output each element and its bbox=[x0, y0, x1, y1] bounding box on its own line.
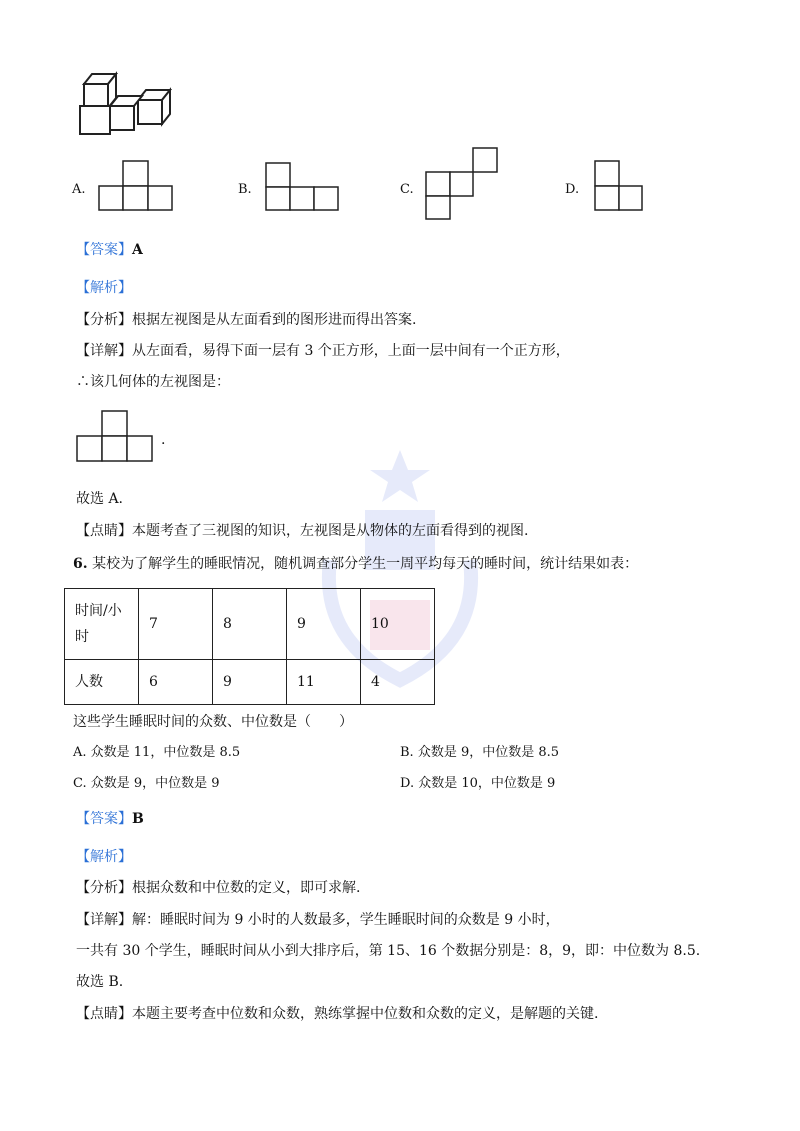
dianjing-tag: 【点睛】 bbox=[76, 1006, 132, 1022]
q5-option-c-label[interactable]: C. bbox=[400, 182, 414, 197]
fenxi-text: 根据左视图是从左面看到的图形进而得出答案. bbox=[132, 312, 417, 328]
q6-dianjing-line bbox=[76, 1005, 598, 1023]
answer-tag: 【答案】 bbox=[76, 242, 132, 258]
q5-fenxi-line bbox=[76, 311, 416, 329]
table-cell: 7 bbox=[139, 589, 213, 660]
table-cell: 10 bbox=[361, 589, 435, 660]
q6-answer-line bbox=[76, 810, 144, 828]
table-row bbox=[65, 660, 435, 705]
dianjing-text: 本题考查了三视图的知识，左视图是从物体的左面看得到的视图. bbox=[132, 523, 529, 539]
q6-option-a[interactable]: A. 众数是 11，中位数是 8.5 bbox=[73, 745, 241, 760]
fenxi-tag: 【分析】 bbox=[76, 312, 132, 328]
table-row-label: 人数 bbox=[65, 660, 139, 705]
dianjing-tag: 【点睛】 bbox=[76, 523, 132, 539]
q6-stem-line bbox=[73, 555, 638, 573]
table-cell: 9 bbox=[287, 589, 361, 660]
q5-dianjing-line bbox=[76, 522, 528, 540]
q5-xiangjie-line bbox=[76, 342, 570, 360]
xiangjie-text: 从左面看，易得下面一层有 3 个正方形，上面一层中间有一个正方形， bbox=[132, 343, 570, 359]
q6-question: 这些学生睡眠时间的众数、中位数是（ ） bbox=[73, 714, 353, 730]
q6-stem: 某校为了解学生的睡眠情况，随机调查部分学生一周平均每天的睡时间，统计结果如表： bbox=[92, 556, 639, 572]
q5-figure-period: . bbox=[161, 432, 166, 448]
table-cell: 4 bbox=[361, 660, 435, 705]
q5-option-a-label[interactable]: A. bbox=[72, 182, 86, 197]
q5-analysis-tag: 【解析】 bbox=[76, 280, 132, 296]
q6-option-c[interactable]: C. 众数是 9，中位数是 9 bbox=[73, 776, 220, 791]
q6-analysis-tag: 【解析】 bbox=[76, 849, 132, 865]
q5-choose-line: 故选 A. bbox=[76, 491, 124, 507]
table-cell: 9 bbox=[213, 660, 287, 705]
q6-detail-line2: 一共有 30 个学生，睡眠时间从小到大排序后，第 15、16 个数据分别是：8，9，即：中位数为 8.5. bbox=[76, 943, 701, 959]
table-header-label bbox=[65, 589, 139, 660]
q5-option-b-figure[interactable] bbox=[265, 162, 341, 212]
fenxi-text: 根据众数和中位数的定义，即可求解. bbox=[132, 880, 361, 896]
q5-option-c-figure[interactable] bbox=[425, 147, 499, 221]
q6-choose-line: 故选 B. bbox=[76, 974, 124, 990]
q5-option-d-label[interactable]: D. bbox=[565, 182, 580, 197]
q5-therefore-line: ∴该几何体的左视图是： bbox=[76, 374, 230, 390]
q6-xiangjie-line bbox=[76, 911, 560, 929]
table-cell: 11 bbox=[287, 660, 361, 705]
q6-option-b[interactable]: B. 众数是 9，中位数是 8.5 bbox=[400, 745, 560, 760]
q5-answer-line bbox=[76, 241, 143, 259]
q5-left-view-figure bbox=[76, 410, 156, 464]
answer-tag: 【答案】 bbox=[76, 811, 132, 827]
q5-option-a-figure[interactable] bbox=[98, 160, 174, 212]
table-header-label-line1: 时间/小 bbox=[75, 603, 122, 619]
sleep-time-table bbox=[64, 588, 435, 705]
xiangjie-tag: 【详解】 bbox=[76, 912, 132, 928]
q5-option-b-label[interactable]: B. bbox=[238, 182, 252, 197]
q5-option-d-figure[interactable] bbox=[594, 160, 644, 212]
table-header-label-line2: 时 bbox=[75, 629, 89, 645]
fenxi-tag: 【分析】 bbox=[76, 880, 132, 896]
q6-number: 6. bbox=[73, 556, 88, 572]
table-cell: 8 bbox=[213, 589, 287, 660]
q6-fenxi-line bbox=[76, 879, 360, 897]
answer-value: A bbox=[132, 242, 143, 258]
dianjing-text: 本题主要考查中位数和众数，熟练掌握中位数和众数的定义，是解题的关键. bbox=[132, 1006, 599, 1022]
table-row bbox=[65, 589, 435, 660]
answer-value: B bbox=[132, 811, 144, 827]
table-cell: 6 bbox=[139, 660, 213, 705]
q6-option-d[interactable]: D. 众数是 10，中位数是 9 bbox=[400, 776, 556, 791]
xiangjie-text: 解：睡眠时间为 9 小时的人数最多，学生睡眠时间的众数是 9 小时， bbox=[132, 912, 560, 928]
xiangjie-tag: 【详解】 bbox=[76, 343, 132, 359]
cube-solid-figure bbox=[74, 70, 184, 140]
